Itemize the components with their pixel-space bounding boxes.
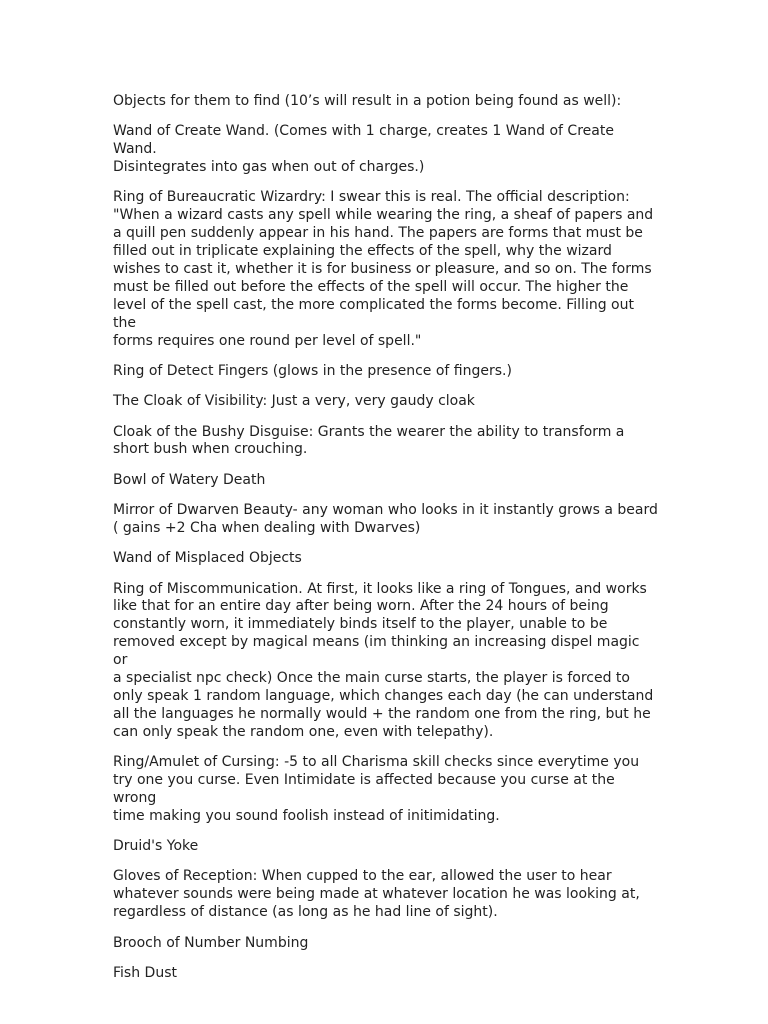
item-wand-of-misplaced-objects: Wand of Misplaced Objects <box>113 550 302 567</box>
item-wand-of-create-wand: Wand of Create Wand. (Comes with 1 charge, creates 1 Wand of Create Wand. Disintegrates into gas when out of charges.) <box>113 123 614 176</box>
item-bowl-of-watery-death: Bowl of Watery Death <box>113 471 266 488</box>
item-ring-of-miscommunication: Ring of Miscommunication. At first, it looks like a ring of Tongues, and works like that for an entire day after being worn. After the 24 hours of being constantly worn, it immediately binds itself to the player, unable to be removed except by magical means (im thinking an increasing dispel magic or a specialist npc check) Once the main curse starts, the player is forced to only speak 1 random language, which changes each day (he can understand all the languages he normally would + the random one from the ring, but he can only speak the random one, even with telepathy). <box>113 580 654 740</box>
item-druids-yoke: Druid's Yoke <box>113 838 199 855</box>
item-gloves-of-reception: Gloves of Reception: When cupped to the ear, allowed the user to hear whatever sounds were being made at whatever location he was looking at, regardless of distance (as long as he had line of sight). <box>113 868 640 921</box>
item-ring-of-detect-fingers: Ring of Detect Fingers (glows in the presence of fingers.) <box>113 362 512 379</box>
item-mirror-of-dwarven-beauty: Mirror of Dwarven Beauty- any woman who looks in it instantly grows a beard ( gains +2 Cha when dealing with Dwarves) <box>113 502 658 536</box>
item-ring-amulet-of-cursing: Ring/Amulet of Cursing: -5 to all Charisma skill checks since everytime you try one you curse. Even Intimidate is affected because you curse at the wrong time making you sound foolish instead of initimidating. <box>113 754 640 824</box>
document-body <box>113 93 658 995</box>
item-cloak-of-bushy-disguise: Cloak of the Bushy Disguise: Grants the wearer the ability to transform a short bush when crouching. <box>113 423 625 458</box>
intro-paragraph: Objects for them to find (10’s will result in a potion being found as well): <box>113 93 622 109</box>
item-ring-of-bureaucratic-wizardry: Ring of Bureaucratic Wizardry: I swear this is real. The official description: "When a wizard casts any spell while wearing the ring, a sheaf of papers and a quill pen suddenly appear in his hand. The papers are forms that must be filled out in triplicate explaining the effects of the spell, why the wizard wishes to cast it, whether it is for business or pleasure, and so on. The forms must be filled out before the effects of the spell will occur. The higher the level of the spell cast, the more complicated the forms become. Filling out the forms requires one round per level of spell." <box>113 189 654 349</box>
item-fish-dust: Fish Dust <box>113 964 177 981</box>
item-brooch-of-number-numbing: Brooch of Number Numbing <box>113 934 309 951</box>
item-cloak-of-visibility: The Cloak of Visibility: Just a very, very gaudy cloak <box>113 393 475 410</box>
